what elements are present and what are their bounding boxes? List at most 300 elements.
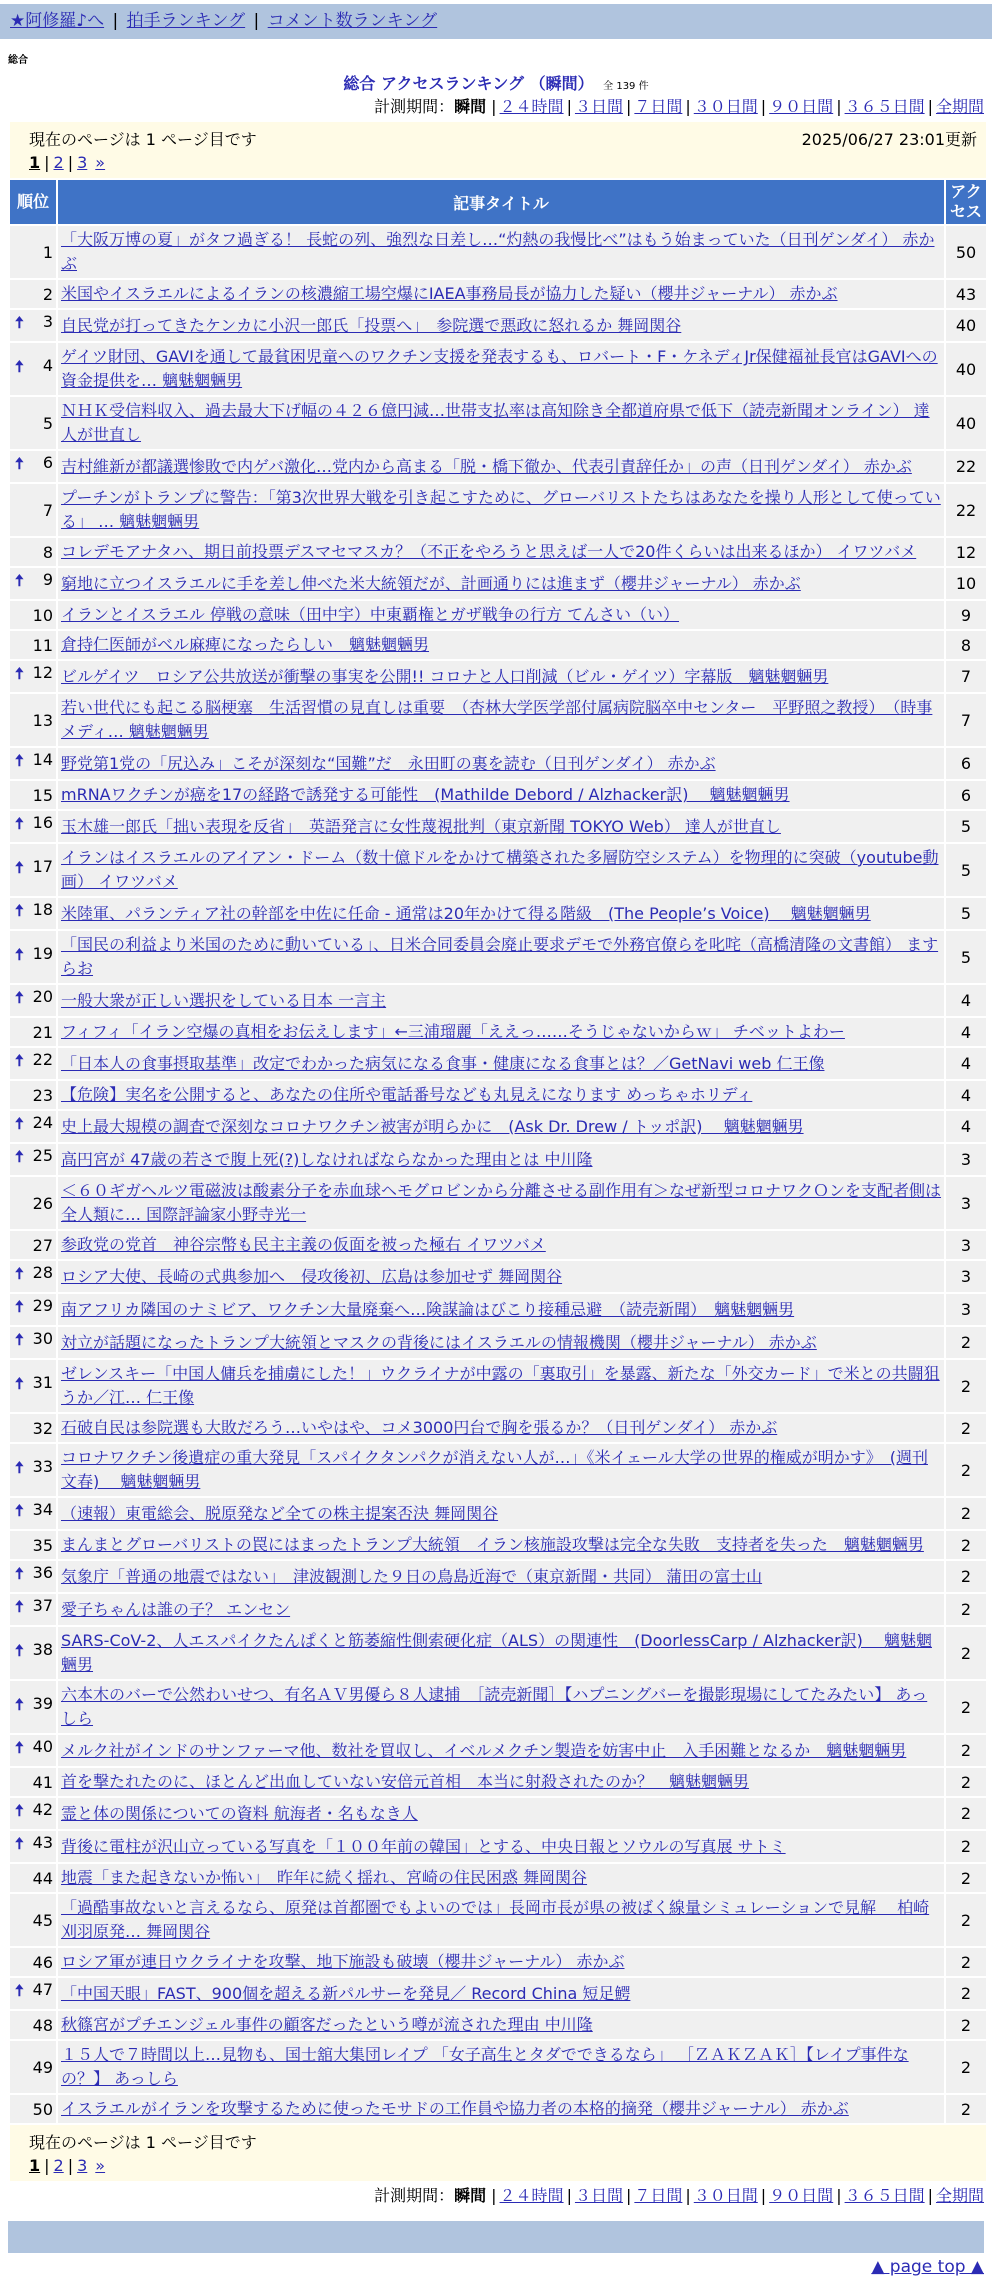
access-count: 2 [946, 1414, 986, 1442]
table-row [10, 1735, 986, 1766]
article-link[interactable]: イスラエルがイランを攻撃するために使ったモサドの工作員や協力者の本格的摘発（櫻井ジャーナル） 赤かぶ [61, 2099, 849, 2118]
rank-up-arrow-icon: 🠅 [15, 1457, 24, 1477]
rank-up-arrow-icon: 🠅 [15, 1264, 24, 1283]
title-cell [58, 1414, 944, 1442]
rank-cell [10, 1081, 56, 1109]
article-link[interactable]: イランとイスラエル 停戦の意味（田中宇）中東覇権とガザ戦争の行方 てんさい（い） [61, 605, 680, 624]
period-separator: | [685, 2186, 691, 2205]
rank-cell [10, 1144, 56, 1175]
rank-cell [10, 568, 56, 599]
access-count: 2 [946, 1798, 986, 1829]
article-link[interactable]: 野党第1党の「尻込み」こそが深刻な“国難”だ 永田町の裏を読む（日刊ゲンダイ） 赤かぶ [61, 753, 716, 773]
article-link[interactable]: ロシア大使、長崎の式典参加へ 侵攻後初、広島は参加せず 舞岡関谷 [61, 1266, 563, 1286]
access-count: 2 [946, 2095, 986, 2123]
page-link-2[interactable]: 2 [53, 2156, 64, 2175]
title-cell [58, 538, 944, 566]
rank-cell [10, 2011, 56, 2039]
table-row [10, 1294, 986, 1325]
table-row [10, 1948, 986, 1976]
rank-cell [10, 310, 56, 341]
access-count: 2 [946, 1831, 986, 1862]
title-cell [58, 844, 944, 896]
access-count: 2 [946, 1561, 986, 1592]
rank-number: 1 [42, 242, 53, 262]
title-cell [58, 631, 944, 659]
access-count: 2 [946, 1498, 986, 1529]
rank-cell [10, 538, 56, 566]
rank-cell [10, 451, 56, 482]
nav-separator: | [253, 11, 260, 31]
access-count: 2 [946, 1948, 986, 1976]
rank-cell [10, 781, 56, 809]
rank-up-arrow-icon: 🠅 [15, 454, 24, 473]
access-count: 40 [946, 397, 986, 449]
rank-up-arrow-icon: 🠅 [15, 313, 24, 332]
access-count: 10 [946, 568, 986, 599]
period-separator: | [685, 97, 691, 116]
rank-cell [10, 748, 56, 779]
table-row [10, 1327, 986, 1358]
rank-cell [10, 1735, 56, 1766]
table-row [10, 1048, 986, 1079]
rank-up-arrow-icon: 🠅 [15, 944, 24, 964]
period-link-5[interactable]: ３６５日間 [844, 2186, 925, 2205]
article-link[interactable]: まんまとグローバリストの罠にはまったトランプ大統領 イラン核施設攻撃は完全な失敗 支持者を失った 魑魅魍魎男 [61, 1535, 924, 1554]
rank-number: 18 [32, 900, 53, 919]
article-link[interactable]: コレデモアナタハ、期日前投票デスマセマスカ？（不正をやろうと思えば一人で20件くらいは出来るほか） イワツバメ [61, 542, 917, 561]
rank-up-arrow-icon: 🠅 [15, 1297, 24, 1316]
current-page-text: 現在のページは 1 ページ目です [29, 130, 257, 149]
rank-cell [10, 1111, 56, 1142]
article-link[interactable]: 「過酷事故ないと言えるなら、原発は首都圏でもよいのでは」長岡市長が県の被ばく線量シミュレーションで見解 柏崎刈羽原発… 舞岡関谷 [61, 1898, 930, 1941]
period-label: 計測期間： [374, 2186, 455, 2205]
title-cell [58, 811, 944, 842]
article-link[interactable]: プーチンがトランプに警告：「第3次世界大戦を引き起こすために、グローバリストたちはあなたを操り人形として使っている」 … 魑魅魍魎男 [61, 488, 941, 531]
table-row [10, 1414, 986, 1442]
period-separator: | [566, 2186, 572, 2205]
next-page-link[interactable]: » [95, 2156, 106, 2175]
table-row [10, 1768, 986, 1796]
title-cell [58, 1798, 944, 1829]
access-count: 2 [946, 1864, 986, 1892]
table-row [10, 310, 986, 341]
period-link-2[interactable]: ７日間 [634, 2186, 683, 2205]
page-separator: | [44, 2156, 50, 2175]
table-row [10, 2095, 986, 2123]
rank-number: 16 [32, 813, 53, 832]
period-link-3[interactable]: ３０日間 [693, 2186, 758, 2205]
period-link-1[interactable]: ３日間 [574, 2186, 623, 2205]
ranking-rows [10, 226, 986, 2123]
period-label: 計測期間： [374, 97, 455, 116]
article-link[interactable]: ロシア軍が連日ウクライナを攻撃、地下施設も破壊（櫻井ジャーナル） 赤かぶ [61, 1952, 625, 1971]
access-count: 9 [946, 601, 986, 629]
rank-number: 20 [32, 987, 53, 1006]
access-count: 43 [946, 280, 986, 308]
access-count: 22 [946, 484, 986, 536]
page-top-area [0, 2257, 992, 2277]
title-cell [58, 1177, 944, 1229]
period-separator: | [491, 97, 497, 116]
period-link-0[interactable]: ２４時間 [499, 97, 564, 116]
rank-up-arrow-icon: 🠅 [15, 988, 24, 1007]
article-link[interactable]: 秋篠宮がプチエンジェル事件の顧客だったという噂が流された理由 中川隆 [61, 2015, 593, 2034]
article-link[interactable]: 「中国天眼」FAST、900個を超える新パルサーを発見／ Record China 短足鰐 [61, 1983, 631, 2003]
access-count: 6 [946, 781, 986, 809]
pagination-bottom [13, 2156, 983, 2179]
period-link-6[interactable]: 全期間 [935, 97, 984, 116]
table-row [10, 1018, 986, 1046]
rank-up-arrow-icon: 🠅 [15, 1640, 24, 1660]
page-top-link[interactable]: ▲ page top ▲ [871, 2257, 984, 2277]
access-count: 12 [946, 538, 986, 566]
period-current: 瞬間 [454, 97, 487, 116]
rank-number: 39 [32, 1693, 53, 1713]
rank-cell [10, 1948, 56, 1976]
top-nav-bar [0, 4, 992, 39]
rank-number: 34 [32, 1500, 53, 1519]
article-link[interactable]: 吉村維新が都議選惨敗で内ゲバ激化…党内から高まる「脱・橋下徹か、代表引責辞任か」の声（日刊ゲンダイ） 赤かぶ [61, 456, 912, 476]
rank-cell [10, 1177, 56, 1229]
table-row [10, 844, 986, 896]
table-row [10, 1081, 986, 1109]
nav-separator: | [112, 11, 119, 31]
rank-number: 31 [32, 1372, 53, 1392]
table-row [10, 1531, 986, 1559]
title-cell [58, 1294, 944, 1325]
article-link[interactable]: 史上最大規模の調査で深刻なコロナワクチン被害が明らかに (Ask Dr. Drew / トッポ訳) 魑魅魍魎男 [61, 1116, 804, 1136]
rank-number: 28 [32, 1263, 53, 1282]
current-page-text: 現在のページは 1 ページ目です [29, 2133, 257, 2152]
access-count: 2 [946, 1681, 986, 1733]
table-row [10, 1360, 986, 1412]
period-separator: | [836, 2186, 842, 2205]
rank-up-arrow-icon: 🠅 [15, 751, 24, 770]
table-row [10, 484, 986, 536]
period-separator: | [836, 97, 842, 116]
access-count: 2 [946, 1627, 986, 1679]
comment-ranking-link[interactable]: コメント数ランキング [267, 11, 438, 31]
title-cell [58, 1948, 944, 1976]
access-count: 2 [946, 1360, 986, 1412]
article-link[interactable]: 対立が話題になったトランプ大統領とマスクの背後にはイスラエルの情報機関（櫻井ジャーナル） 赤かぶ [61, 1332, 817, 1352]
rank-number: 48 [32, 2015, 53, 2035]
rank-cell [10, 484, 56, 536]
rank-cell [10, 1531, 56, 1559]
article-link[interactable]: 六本木のバーで公然わいせつ、有名ＡＶ男優ら８人逮捕 ［読売新聞］【ハプニングバーを撮影現場にしてたみたい】 あっしら [61, 1685, 928, 1728]
period-separator: | [760, 2186, 767, 2205]
rank-number: 30 [32, 1329, 53, 1348]
rank-number: 27 [32, 1235, 53, 1255]
article-link[interactable]: SARS-CoV-2、人エスパイクたんぱくと筋萎縮性側索硬化症（ALS）の関連性 (DoorlessCarp / Alzhacker訳) 魑魅魍魎男 [61, 1631, 932, 1674]
rank-number: 37 [32, 1596, 53, 1615]
rank-up-arrow-icon: 🠅 [15, 1501, 24, 1520]
article-link[interactable]: 石破自民は参院選も大敗だろう…いやはや、コメ3000円台で胸を張るか？（日刊ゲンダイ） 赤かぶ [61, 1418, 778, 1437]
period-separator: | [566, 97, 572, 116]
title-cell [58, 985, 944, 1016]
article-link[interactable]: １５人で７時間以上…見物も、国士舘大集団レイプ 「女子高生とタダでできるなら」 ［ＺＡＫＺＡＫ］【レイプ事件なの？】 あっしら [61, 2045, 909, 2088]
pagination-top [13, 153, 983, 176]
rank-number: 3 [42, 312, 53, 331]
rank-number: 32 [32, 1418, 53, 1438]
access-count: 8 [946, 631, 986, 659]
title-cell [58, 661, 944, 692]
article-link[interactable]: mRNAワクチンが癌を17の経路で誘発する可能性 (Mathilde Debord / Alzhacker訳) 魑魅魍魎男 [61, 785, 790, 804]
rank-number: 21 [32, 1022, 53, 1042]
article-link[interactable]: 「日本人の食事摂取基準」改定でわかった病気になる食事・健康になる食事とは？／GetNavi web 仁王像 [61, 1053, 825, 1073]
table-row [10, 1444, 986, 1496]
page-separator: | [44, 153, 50, 172]
rank-cell [10, 1864, 56, 1892]
rank-up-arrow-icon: 🠅 [15, 901, 24, 920]
rank-cell [10, 844, 56, 896]
access-count: 3 [946, 1261, 986, 1292]
table-row [10, 1864, 986, 1892]
article-link[interactable]: 気象庁「普通の地震ではない」 津波観測した９日の鳥島近海で（東京新聞・共同） 蒲田の富士山 [61, 1566, 763, 1586]
article-link[interactable]: 米国やイスラエルによるイランの核濃縮工場空爆にIAEA事務局長が協力した疑い（櫻井ジャーナル） 赤かぶ [61, 284, 838, 303]
access-count: 4 [946, 1018, 986, 1046]
article-link[interactable]: 地震「また起きないか怖い」 昨年に続く揺れ、宮崎の住民困惑 舞岡関谷 [61, 1868, 588, 1887]
access-count: 2 [946, 1735, 986, 1766]
article-link[interactable]: ゲイツ財団、GAVIを通して最貧困児童へのワクチン支援を発表するも、ロバート・F・ケネディJr保健福祉長官はGAVIへの資金提供を… 魑魅魍魎男 [61, 347, 938, 390]
access-count: 4 [946, 985, 986, 1016]
title-cell [58, 280, 944, 308]
title-cell [58, 601, 944, 629]
rank-cell [10, 1498, 56, 1529]
rank-number: 6 [42, 453, 53, 472]
access-count: 2 [946, 2041, 986, 2093]
rank-cell [10, 2041, 56, 2093]
clap-ranking-link[interactable]: 拍手ランキング [126, 11, 246, 31]
rank-number: 9 [42, 570, 53, 589]
access-count: 5 [946, 898, 986, 929]
rank-cell [10, 1681, 56, 1733]
article-link[interactable]: コロナワクチン後遺症の重大発見「スパイクタンパクが消えない人が…」《米イェール大学の世界的権威が明かす》 (週刊文春) 魑魅魍魎男 [61, 1448, 928, 1491]
table-row [10, 1144, 986, 1175]
period-link-2[interactable]: ７日間 [634, 97, 683, 116]
table-row [10, 985, 986, 1016]
access-count: 5 [946, 931, 986, 983]
updated-timestamp: 2025/06/27 23:01更新 [801, 130, 977, 149]
rank-cell [10, 1327, 56, 1358]
rank-number: 41 [32, 1772, 53, 1792]
title-cell [58, 1111, 944, 1142]
rank-up-arrow-icon: 🠅 [15, 1373, 24, 1393]
rank-cell [10, 1360, 56, 1412]
period-separator: | [625, 2186, 632, 2205]
table-row [10, 1498, 986, 1529]
title-cell [58, 568, 944, 599]
page-info-bottom [10, 2125, 986, 2181]
page-link-3[interactable]: 3 [77, 153, 88, 172]
period-link-6[interactable]: 全期間 [935, 2186, 984, 2205]
home-link[interactable]: ★阿修羅♪へ [10, 11, 105, 31]
rank-number: 8 [42, 542, 53, 562]
rank-number: 22 [32, 1050, 53, 1069]
rank-cell [10, 226, 56, 278]
article-link[interactable]: 「国民の利益より米国のために動いている」、日米合同委員会廃止要求デモで外務官僚らを叱咤（高橋清隆の文書館） ますらお [61, 935, 939, 978]
title-cell [58, 1831, 944, 1862]
rank-number: 33 [32, 1456, 53, 1476]
access-count: 7 [946, 694, 986, 746]
page-link-1[interactable]: 1 [29, 2156, 41, 2175]
title-cell [58, 1627, 944, 1679]
rank-number: 10 [32, 605, 53, 625]
table-row [10, 601, 986, 629]
page-link-1[interactable]: 1 [29, 153, 41, 172]
bottom-bar [8, 2221, 984, 2253]
rank-cell [10, 985, 56, 1016]
next-page-link[interactable]: » [95, 153, 106, 172]
access-count: 2 [946, 1327, 986, 1358]
access-count: 22 [946, 451, 986, 482]
title-cell [58, 343, 944, 395]
rank-up-arrow-icon: 🠅 [15, 1051, 24, 1070]
title-column-header: 記事タイトル [58, 180, 944, 224]
table-row [10, 661, 986, 692]
article-link[interactable]: 米陸軍、パランティア社の幹部を中佐に任命 - 通常は20年かけて得る階級 (The People’s Voice) 魑魅魍魎男 [61, 903, 871, 923]
table-row [10, 1798, 986, 1829]
period-link-3[interactable]: ３０日間 [693, 97, 758, 116]
rank-cell [10, 1894, 56, 1946]
access-count: 2 [946, 1594, 986, 1625]
title-cell [58, 1261, 944, 1292]
article-link[interactable]: 首を撃たれたのに、ほとんど出血していない安倍元首相 本当に射殺されたのか？ 魑魅魍魎男 [61, 1772, 750, 1791]
rank-number: 5 [42, 413, 53, 433]
title-cell [58, 451, 944, 482]
rank-cell [10, 2095, 56, 2123]
ranking-title: 総合 アクセスランキング （瞬間） [343, 74, 594, 93]
period-link-0[interactable]: ２４時間 [499, 2186, 564, 2205]
article-link[interactable]: 一般大衆が正しい選択をしている日本 一言主 [61, 990, 387, 1010]
rank-number: 17 [32, 856, 53, 876]
title-cell [58, 1864, 944, 1892]
access-count: 4 [946, 1081, 986, 1109]
rank-cell [10, 898, 56, 929]
title-cell [58, 1327, 944, 1358]
period-separator: | [491, 2186, 497, 2205]
article-link[interactable]: イランはイスラエルのアイアン・ドーム（数十億ドルをかけて構築された多層防空システム）を物理的に突破（youtube動画） イワツバメ [61, 848, 939, 891]
title-cell [58, 1978, 944, 2009]
access-count: 2 [946, 1768, 986, 1796]
rank-cell [10, 1798, 56, 1829]
rank-up-arrow-icon: 🠅 [15, 664, 24, 683]
access-column-header: アクセス [946, 180, 986, 224]
rank-up-arrow-icon: 🠅 [15, 814, 24, 833]
article-link[interactable]: （速報）東電総会、脱原発など全ての株主提案否決 舞岡関谷 [61, 1503, 499, 1523]
title-cell [58, 1735, 944, 1766]
rank-up-arrow-icon: 🠅 [15, 1801, 24, 1820]
rank-number: 7 [42, 500, 53, 520]
article-link[interactable]: 自民党が打ってきたケンカに小沢一郎氏「投票へ」 参院選で悪政に怒れるか 舞岡関谷 [61, 315, 682, 335]
period-link-4[interactable]: ９０日間 [769, 2186, 834, 2205]
rank-cell [10, 280, 56, 308]
table-row [10, 1681, 986, 1733]
period-link-5[interactable]: ３６５日間 [844, 97, 925, 116]
article-link[interactable]: ゼレンスキー「中国人傭兵を捕虜にした！」ウクライナが中露の「裏取引」を暴露、新たな「外交カード」で米との共闘狙うか／江… 仁王像 [61, 1364, 940, 1407]
access-count: 40 [946, 343, 986, 395]
article-link[interactable]: 参政党の党首 神谷宗幣も民主主義の仮面を被った極右 イワツバメ [61, 1235, 546, 1254]
title-cell [58, 226, 944, 278]
table-row [10, 1978, 986, 2009]
rank-number: 40 [32, 1737, 53, 1756]
article-link[interactable]: 【危険】実名を公開すると、あなたの住所や電話番号なども丸見えになります めっちゃホリディ [61, 1085, 753, 1104]
article-link[interactable]: 高円宮が 47歳の若さで腹上死(?)しなければならなかった理由とは 中川隆 [61, 1149, 593, 1169]
title-cell [58, 484, 944, 536]
ranking-table [8, 120, 988, 2183]
rank-up-arrow-icon: 🠅 [15, 857, 24, 877]
table-row [10, 1894, 986, 1946]
rank-number: 49 [32, 2057, 53, 2077]
title-cell [58, 1768, 944, 1796]
table-row [10, 343, 986, 395]
title-cell [58, 397, 944, 449]
rank-column-header: 順位 [10, 180, 56, 224]
period-link-1[interactable]: ３日間 [574, 97, 623, 116]
rank-cell [10, 631, 56, 659]
access-count: 5 [946, 811, 986, 842]
access-count: 40 [946, 310, 986, 341]
page-link-3[interactable]: 3 [77, 2156, 88, 2175]
article-link[interactable]: 若い世代にも起こる脳梗塞 生活習慣の見直しは重要 （杏林大学医学部付属病院脳卒中センター 平野照之教授） （時事メディ… 魑魅魍魎男 [61, 698, 933, 741]
table-row [10, 397, 986, 449]
title-cell [58, 1360, 944, 1412]
rank-number: 50 [32, 2099, 53, 2119]
access-count: 6 [946, 748, 986, 779]
table-row [10, 451, 986, 482]
table-row [10, 898, 986, 929]
article-link[interactable]: 倉持仁医師がベル麻痺になったらしい 魑魅魍魎男 [61, 635, 430, 654]
rank-number: 14 [32, 750, 53, 769]
article-link[interactable]: 玉木雄一郎氏「拙い表現を反省」 英語発言に女性蔑視批判（東京新聞 TOKYO Web） 達人が世直し [61, 816, 781, 836]
period-current: 瞬間 [454, 2186, 487, 2205]
rank-cell [10, 661, 56, 692]
period-selector-bottom [0, 2183, 992, 2209]
rank-cell [10, 1978, 56, 2009]
title-cell [58, 1531, 944, 1559]
rank-up-arrow-icon: 🠅 [15, 356, 24, 376]
rank-number: 43 [32, 1833, 53, 1852]
rank-cell [10, 1594, 56, 1625]
article-link[interactable]: ＜６０ギガヘルツ電磁波は酸素分子を赤血球ヘモグロビンから分離させる副作用有＞なぜ新型コロナワクＯンを支配者側は全人類に… 国際評論家小野寺光一 [61, 1181, 942, 1224]
article-link[interactable]: 霊と体の関係についての資料 航海者・名もなき人 [61, 1803, 418, 1823]
page-link-2[interactable]: 2 [53, 153, 64, 172]
rank-cell [10, 811, 56, 842]
article-link[interactable]: ビルゲイツ ロシア公共放送が衝撃の事実を公開!! コロナと人口削減（ビル・ゲイツ）字幕版 魑魅魍魎男 [61, 666, 829, 686]
article-link[interactable]: ＮＨＫ受信料収入、過去最大下げ幅の４２６億円減…世帯支払率は高知除き全都道府県で低下（読売新聞オンライン） 達人が世直し [61, 401, 930, 444]
title-cell [58, 748, 944, 779]
title-cell [58, 898, 944, 929]
total-count: 全 139 件 [603, 81, 649, 92]
title-cell [58, 1231, 944, 1259]
rank-up-arrow-icon: 🠅 [15, 1147, 24, 1166]
table-row [10, 568, 986, 599]
period-separator: | [760, 97, 767, 116]
article-link[interactable]: フィフィ「イラン空爆の真相をお伝えします」←三浦瑠麗「ええっ……そうじゃないからｗ」 チベットよわー [61, 1022, 845, 1041]
rank-up-arrow-icon: 🠅 [15, 1114, 24, 1133]
period-link-4[interactable]: ９０日間 [769, 97, 834, 116]
article-link[interactable]: 窮地に立つイスラエルに手を差し伸べた米大統領だが、計画通りには進まず（櫻井ジャーナル） 赤かぶ [61, 573, 801, 593]
rank-number: 4 [42, 355, 53, 375]
article-link[interactable]: 背後に電柱が沢山立っている写真を「１００年前の韓国」とする、中央日報とソウルの写真展 サトミ [61, 1836, 786, 1856]
article-link[interactable]: 南アフリカ隣国のナミビア、ワクチン大量廃棄へ…険謀論はびこり接種忌避 （読売新聞） 魑魅魍魎男 [61, 1299, 795, 1319]
article-link[interactable]: 愛子ちゃんは誰の子？ エンセン [61, 1599, 291, 1619]
rank-up-arrow-icon: 🠅 [15, 1738, 24, 1757]
article-link[interactable]: メルク社がインドのサンファーマ他、数社を買収し、イベルメクチン製造を妨害中止 入手困難となるか 魑魅魍魎男 [61, 1740, 907, 1760]
title-cell [58, 931, 944, 983]
table-row [10, 811, 986, 842]
article-link[interactable]: 「大阪万博の夏」がタフ過ぎる！ 長蛇の列、強烈な日差し…“灼熱の我慢比べ”はもう始まっていた（日刊ゲンダイ） 赤かぶ [61, 230, 935, 273]
